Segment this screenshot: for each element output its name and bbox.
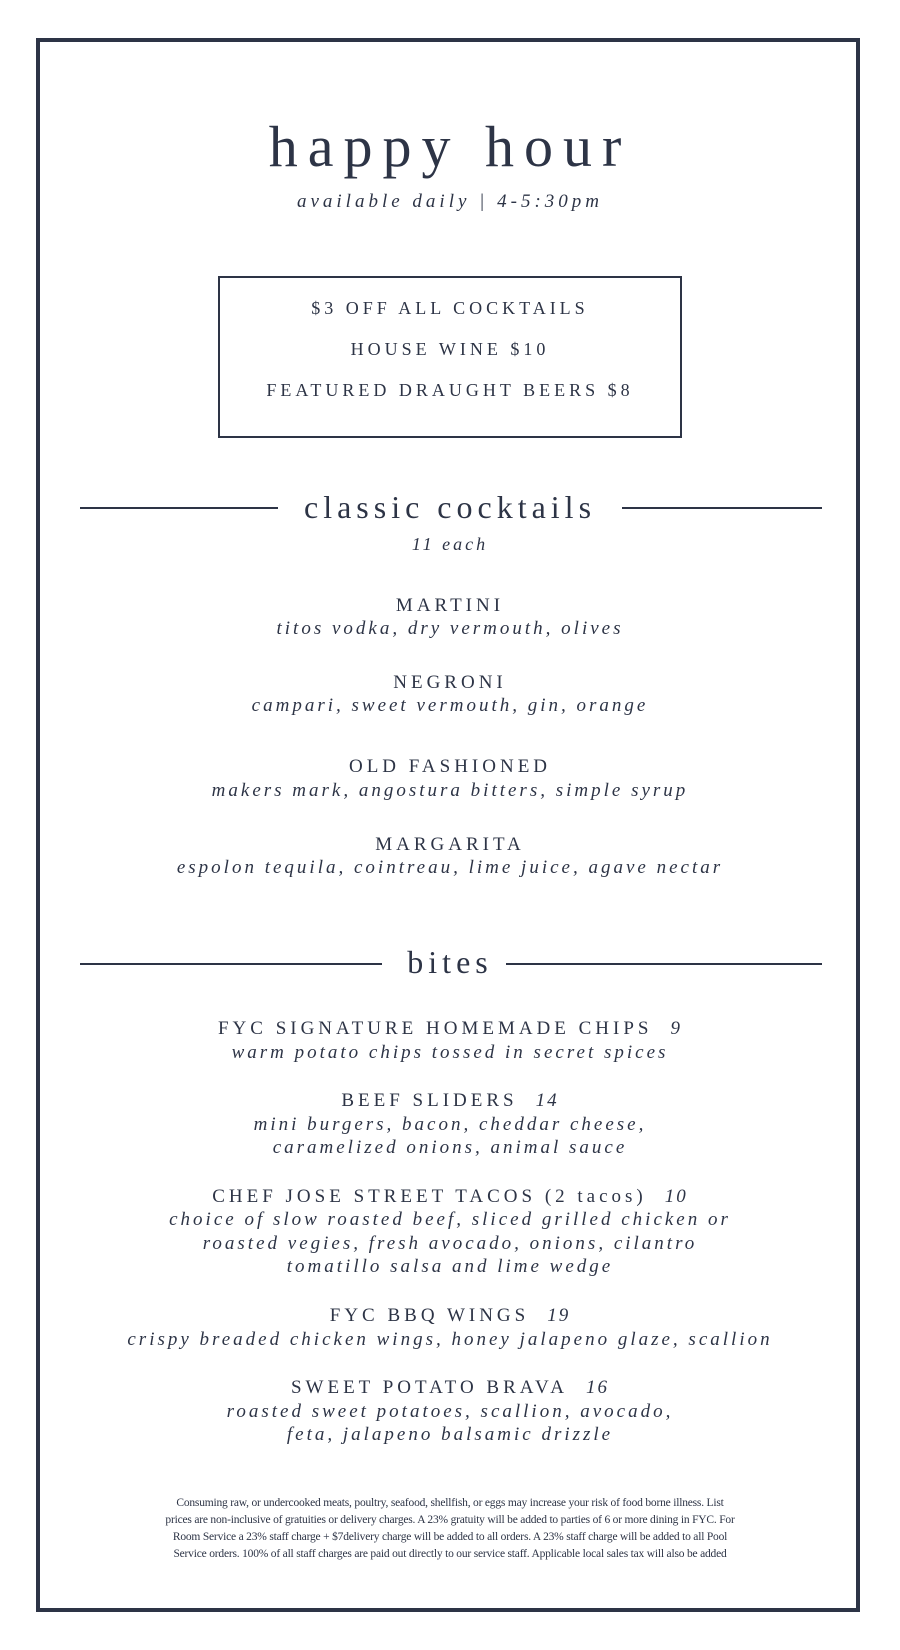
bite-description-line: tomatillo salsa and lime wedge <box>286 1256 614 1277</box>
menu-title: happy hour <box>268 114 632 179</box>
bite-description-line: choice of slow roasted beef, sliced grilled chicken or <box>169 1209 731 1230</box>
bite-name <box>0 1185 900 1209</box>
cocktails-rule-right <box>622 507 822 509</box>
bite-name <box>0 1089 900 1113</box>
cocktails-heading: classic cocktails <box>303 489 597 525</box>
bite-price: 9 <box>670 1018 682 1039</box>
bite-title: BEEF SLIDERS <box>341 1090 518 1111</box>
bite-description-line: feta, jalapeno balsamic drizzle <box>286 1424 614 1445</box>
special-house-wine: HOUSE WINE $10 <box>350 339 550 359</box>
disclaimer-line: Service orders. 100% of all staff charges are paid out directly to our service staff. Applicable local sales tax will also be added <box>173 1548 727 1560</box>
bite-price: 19 <box>547 1305 571 1326</box>
bite-title: CHEF JOSE STREET TACOS (2 tacos) <box>212 1186 647 1207</box>
bite-price: 16 <box>586 1377 610 1398</box>
bite-price: 10 <box>664 1186 688 1207</box>
bites-rule-right <box>506 963 822 965</box>
cocktail-name: MARGARITA <box>375 834 525 855</box>
disclaimer-line: Consuming raw, or undercooked meats, poultry, seafood, shellfish, or eggs may increase your risk of food borne illness. List <box>176 1497 724 1509</box>
cocktail-name: OLD FASHIONED <box>348 756 552 777</box>
cocktail-name: NEGRONI <box>393 672 507 693</box>
bite-description-line: roasted vegies, fresh avocado, onions, cilantro <box>202 1233 698 1254</box>
disclaimer-line: prices are non-inclusive of gratuities or delivery charges. A 23% gratuity will be added to parties of 6 or more dining in FYC. For <box>165 1514 735 1526</box>
cocktails-price-note: 11 each <box>411 534 489 554</box>
bite-description-line: roasted sweet potatoes, scallion, avocado, <box>226 1401 674 1422</box>
cocktail-description: titos vodka, dry vermouth, olives <box>276 618 624 639</box>
bite-description-line: mini burgers, bacon, cheddar cheese, <box>253 1114 647 1135</box>
bite-description-line: crispy breaded chicken wings, honey jalapeno glaze, scallion <box>127 1329 773 1350</box>
bite-title: FYC SIGNATURE HOMEMADE CHIPS <box>217 1018 653 1039</box>
bite-description-line: warm potato chips tossed in secret spices <box>231 1042 669 1063</box>
bite-name <box>0 1017 900 1041</box>
availability-subtitle: available daily | 4-5:30pm <box>296 191 604 212</box>
bites-heading: bites <box>407 944 493 980</box>
cocktail-name: MARTINI <box>395 595 505 616</box>
food-safety-disclaimer <box>96 1495 804 1563</box>
specials-box <box>218 276 682 438</box>
cocktail-description: campari, sweet vermouth, gin, orange <box>251 695 649 716</box>
bite-title: SWEET POTATO BRAVA <box>290 1377 569 1398</box>
bite-price: 14 <box>535 1090 559 1111</box>
bite-name <box>0 1304 900 1328</box>
bite-description-line: caramelized onions, animal sauce <box>272 1137 628 1158</box>
disclaimer-line: Room Service a 23% staff charge + $7delivery charge will be added to all orders. A 23% staff charge will be added to all Pool <box>172 1531 728 1543</box>
bite-title: FYC BBQ WINGS <box>329 1305 530 1326</box>
bite-name <box>0 1376 900 1400</box>
special-draught-beers: FEATURED DRAUGHT BEERS $8 <box>266 380 634 400</box>
cocktail-description: makers mark, angostura bitters, simple syrup <box>211 780 689 801</box>
special-cocktails: $3 OFF ALL COCKTAILS <box>311 298 589 318</box>
cocktail-description: espolon tequila, cointreau, lime juice, agave nectar <box>176 857 724 878</box>
